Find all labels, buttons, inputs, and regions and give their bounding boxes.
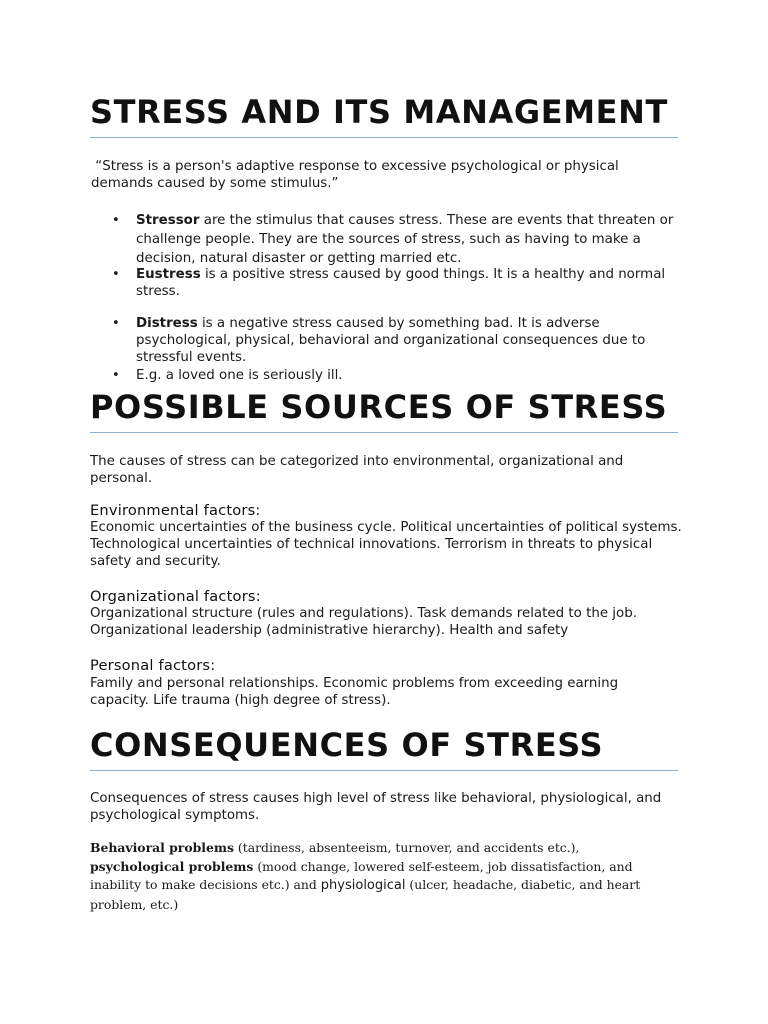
bullet-icon: • [112,213,120,228]
bullet-icon: • [112,368,120,383]
personal-factors-text: Family and personal relationships. Economic problems from exceeding earning capacity. Life trauma (high degree of stress). [90,676,619,708]
consequences-intro: Consequences of stress causes high level of stress like behavioral, physiological, and psychological symptoms. [90,791,662,823]
organizational-factors-text: Organizational structure (rules and regulations). Task demands related to the job. Organizational leadership (administrative hierarchy). Health and safety [90,606,637,638]
list-item [112,211,682,268]
bullet-text: are the stimulus that causes stress. These are events that threaten or challenge people. They are the sources of stress, such as having to make a decision, natural disaster or getting married etc. [136,213,674,266]
personal-factors-heading: Personal factors: [90,657,216,674]
stress-types-list [112,211,682,384]
section-title-possible-sources: POSSIBLE SOURCES OF STRESS [90,388,668,426]
section-title-stress-management: STRESS AND ITS MANAGEMENT [90,93,668,131]
detail-term-psychological: psychological problems [90,858,254,874]
detail-term-physiological: physiological [320,878,406,893]
list-item [112,367,682,384]
title-underline [90,137,678,138]
stress-definition [91,158,661,192]
detail-text: (ulcer, headache, diabetic, and heart problem, etc.) [90,877,641,912]
bullet-icon: • [112,267,120,282]
detail-term-behavioral: Behavioral problems [90,840,234,855]
bullet-term: Distress [136,316,198,331]
bullet-text: is a negative stress caused by something bad. It is adverse psychological, physical, behavioral and organizational consequences due to stressful events. [136,316,646,365]
bullet-text: E.g. a loved one is seriously ill. [136,368,343,383]
bullet-term: Stressor [136,213,200,228]
title-underline [90,432,678,433]
detail-text: (mood change, lowered self-esteem, job dissatisfaction, and inability to make decisions etc.) and [90,858,633,892]
list-item [112,315,682,366]
section-title-consequences: CONSEQUENCES OF STRESS [90,726,604,764]
title-underline [90,770,678,771]
consequences-detail [90,839,650,914]
sources-intro: The causes of stress can be categorized into environmental, organizational and personal. [90,454,624,486]
bullet-text: is a positive stress caused by good things. It is a healthy and normal stress. [136,267,666,299]
list-item [112,266,682,300]
bullet-term: Eustress [136,267,201,282]
stress-definition-text: “Stress is a person's adaptive response to excessive psychological or physical demands caused by some stimulus.” [91,159,619,191]
bullet-icon: • [112,316,120,331]
organizational-factors-heading: Organizational factors: [90,588,261,605]
detail-text: (tardiness, absenteeism, turnover, and accidents etc.), [233,840,580,855]
environmental-factors-text: Economic uncertainties of the business cycle. Political uncertainties of political systems. Technological uncertainties of technical innovations. Terrorism in threats to physical safety and security. [90,520,682,569]
environmental-factors-heading: Environmental factors: [90,502,261,519]
